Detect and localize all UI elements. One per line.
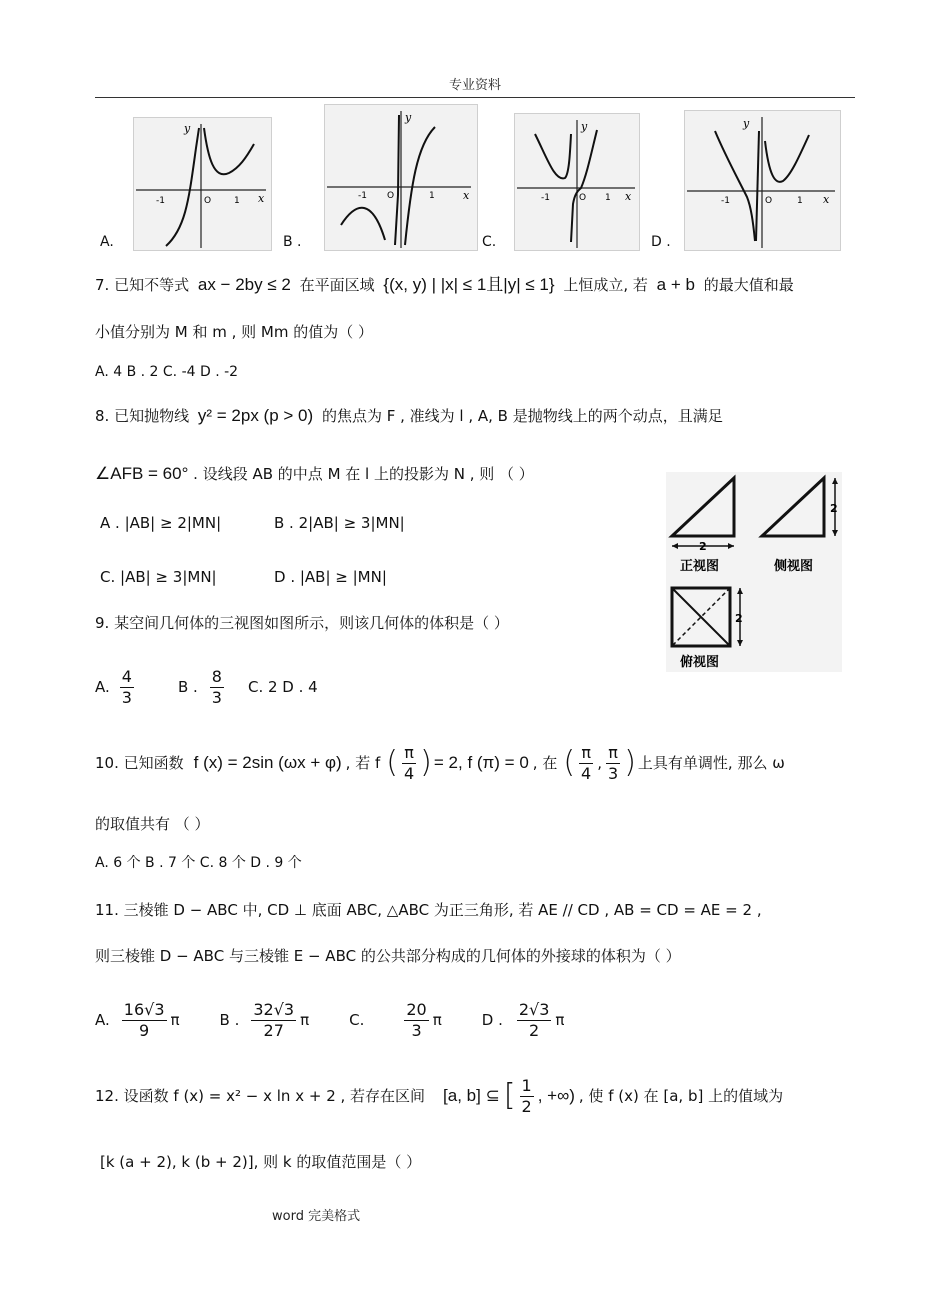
q8-midpoint-text: . 设线段 AB 的中点 M 在 l 上的投影为 N , 则 （ ） (193, 465, 534, 483)
q8-option-c: C. |AB| ≥ 3|MN| (100, 568, 217, 586)
front-view-label: 正视图 (680, 559, 720, 574)
q12-line-1 (95, 1070, 783, 1122)
q12-range-text: , 使 f (x) 在 [a, b] 上的值域为 (578, 1087, 784, 1105)
q11-option-a-fraction (122, 1000, 167, 1041)
svg-text:1: 1 (234, 196, 240, 206)
q10-right-num: π (608, 742, 618, 762)
q10-interval-left (579, 743, 593, 784)
q8-parabola: y² = 2px (p > 0) (197, 406, 314, 425)
side-height-label: 2 (830, 502, 838, 515)
q10-paren-close: ) (420, 745, 432, 780)
q10-left-den: 4 (581, 763, 592, 783)
q8-option-b: B . 2|AB| ≥ 3|MN| (274, 514, 405, 532)
q9-option-b-fraction (210, 667, 224, 708)
q8-line-1 (95, 406, 723, 426)
q11-d-numerator: 2√3 (518, 999, 550, 1019)
svg-text:-1: -1 (156, 196, 165, 206)
svg-text:1: 1 (605, 193, 611, 203)
q7-line-2: 小值分别为 M 和 m , 则 Mm 的值为（ ） (95, 323, 374, 341)
page-footer: word 完美格式 (272, 1209, 361, 1224)
q8-line-2 (95, 464, 534, 484)
q9-a-numerator: 4 (121, 666, 132, 686)
q11-d-denominator: 2 (529, 1020, 540, 1040)
q9-a-denominator: 3 (121, 687, 132, 707)
q7-options: A. 4 B . 2 C. -4 D . -2 (95, 364, 239, 380)
q11-c-denominator: 3 (411, 1020, 422, 1040)
svg-text:-1: -1 (721, 196, 730, 206)
q10-function: f (x) = 2sin (ωx + φ) (193, 753, 342, 772)
q8-option-d: D . |AB| ≥ |MN| (274, 568, 387, 586)
svg-text:O: O (204, 196, 212, 206)
q7-region-text: 在平面区域 (299, 276, 375, 294)
svg-text:-1: -1 (358, 191, 367, 201)
q9-options (95, 662, 318, 712)
front-view (672, 478, 734, 536)
q11-c-numerator: 20 (406, 999, 427, 1019)
q10-conditions: = 2, f (π) = 0 (433, 753, 529, 772)
svg-text:O: O (387, 191, 395, 201)
q9-option-a-label: A. (95, 678, 110, 696)
q11-a-numerator: 16√3 (123, 999, 165, 1019)
q12-half-num: 1 (521, 1075, 532, 1095)
svg-text:x: x (258, 192, 265, 205)
svg-text:-1: -1 (541, 193, 550, 203)
q11-b-numerator: 32√3 (253, 999, 295, 1019)
svg-text:O: O (765, 196, 773, 206)
q11-line-1: 11. 三棱锥 D − ABC 中, CD ⊥ 底面 ABC, △ABC 为正三角形, 若 AE // CD , AB = CD = AE = 2 , (95, 901, 762, 919)
q11-line-2: 则三棱锥 D − ABC 与三棱锥 E − ABC 的公共部分构成的几何体的外接球的体积为（ ） (95, 947, 681, 965)
q10-monotonic: 上具有单调性, 那么 ω (637, 754, 785, 772)
q10-interval-close: ) (624, 745, 636, 780)
q12-intro: 12. 设函数 f (x) = x² − x ln x + 2 , 若存在区间 (95, 1087, 426, 1105)
front-width-label: 2 (699, 540, 707, 553)
q8-intro: 8. 已知抛物线 (95, 407, 190, 425)
q7-condition: 上恒成立, 若 (563, 276, 648, 294)
q10-options: A. 6 个 B . 7 个 C. 8 个 D . 9 个 (95, 855, 302, 871)
page-header: 专业资料 (448, 78, 501, 93)
q11-d-pi: π (555, 1011, 565, 1029)
q6-option-d-label: D . (651, 234, 671, 250)
q8-condition: 是抛物线上的两个动点，且满足 (512, 407, 723, 425)
q11-b-pi: π (300, 1011, 310, 1029)
q11-a-pi: π (170, 1011, 180, 1029)
q6-option-b-label: B . (283, 234, 302, 250)
q10-pi-num: π (404, 742, 414, 762)
svg-text:1: 1 (429, 191, 435, 201)
q10-interval-right (606, 743, 620, 784)
q10-interval-open: ( (563, 745, 576, 780)
q10-pi-over-4 (402, 743, 416, 784)
q9-b-denominator: 3 (211, 687, 222, 707)
q10-line-2: 的取值共有 （ ） (95, 815, 210, 833)
q9-question: 9. 某空间几何体的三视图如图所示，则该几何体的体积是（ ） (95, 614, 509, 632)
svg-text:O: O (579, 193, 587, 203)
q7-tail: 的最大值和最 (703, 276, 794, 294)
q11-option-c-fraction (404, 1000, 428, 1041)
q10-line-1 (95, 738, 785, 788)
q8-focus-directrix: 的焦点为 F , 准线为 l , A, B (321, 407, 508, 425)
q12-half-den: 2 (521, 1096, 532, 1116)
q11-options (95, 994, 564, 1046)
q10-paren-open: ( (386, 745, 398, 780)
svg-text:y: y (405, 111, 412, 124)
q11-option-c-label: C. (349, 1011, 365, 1029)
q6-option-c-label: C. (482, 234, 497, 250)
q7-region-set: {(x, y) | |x| ≤ 1且|y| ≤ 1} (383, 275, 555, 294)
q7-intro: 7. 已知不等式 (95, 276, 190, 294)
side-view-label: 侧视图 (774, 559, 814, 574)
svg-text:x: x (463, 189, 470, 202)
q11-option-d-fraction (517, 1000, 552, 1041)
q9-option-b-label: B . (177, 678, 198, 696)
q7-line-1 (95, 275, 794, 295)
q11-b-denominator: 27 (263, 1020, 284, 1040)
svg-text:y: y (743, 117, 750, 130)
svg-text:1: 1 (797, 196, 803, 206)
q6-graph-a (133, 117, 272, 251)
q11-option-b-label: B . (219, 1011, 240, 1029)
top-view-label: 俯视图 (680, 655, 720, 670)
q9-option-cd: C. 2 D . 4 (247, 678, 318, 696)
q8-angle: ∠AFB = 60° (95, 464, 189, 483)
q6-graph-c (514, 113, 640, 251)
q11-option-a-label: A. (95, 1011, 110, 1029)
svg-text:y: y (581, 120, 588, 133)
q10-if: , 若 f (345, 754, 381, 772)
three-views-figure (666, 472, 842, 672)
q6-graph-d (684, 110, 841, 251)
q10-right-den: 3 (608, 763, 619, 783)
q11-c-pi: π (432, 1011, 442, 1029)
q12-bracket-open: [ (503, 1078, 516, 1113)
q12-half (520, 1076, 534, 1117)
q10-in: , 在 (532, 754, 558, 772)
q12-line-2: [k (a + 2), k (b + 2)], 则 k 的取值范围是（ ） (100, 1153, 422, 1171)
header-divider (95, 97, 855, 98)
q7-inequality: ax − 2by ≤ 2 (197, 275, 291, 294)
q10-left-num: π (581, 742, 591, 762)
q12-interval: [a, b] ⊆ (443, 1086, 500, 1105)
top-view (672, 588, 730, 646)
q9-b-numerator: 8 (211, 666, 222, 686)
q11-option-d-label: D . (481, 1011, 503, 1029)
q12-infinity: , +∞) (537, 1086, 575, 1105)
q6-graph-b (324, 104, 478, 251)
svg-text:x: x (625, 190, 632, 203)
svg-text:y: y (184, 122, 191, 135)
q10-four-den: 4 (403, 763, 415, 783)
side-view (762, 478, 824, 536)
q9-option-a-fraction (120, 667, 134, 708)
q11-option-b-fraction (251, 1000, 296, 1041)
q7-expression: a + b (656, 275, 695, 294)
q8-option-a: A . |AB| ≥ 2|MN| (100, 514, 222, 532)
q11-a-denominator: 9 (139, 1020, 150, 1040)
q10-intro: 10. 已知函数 (95, 754, 184, 772)
svg-text:x: x (823, 193, 830, 206)
q6-option-a-label: A. (100, 234, 114, 250)
q10-interval-comma: , (597, 754, 603, 772)
top-depth-label: 2 (735, 612, 743, 625)
